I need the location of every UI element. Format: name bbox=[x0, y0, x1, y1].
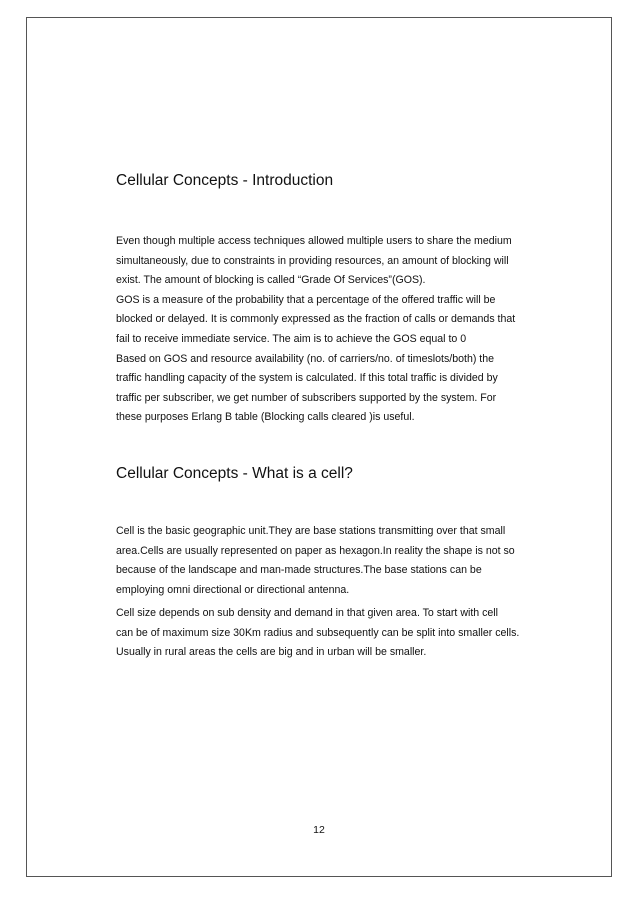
text-line: blocked or delayed. It is commonly expressed as the fraction of calls or demands that bbox=[116, 313, 516, 326]
text-line: area.Cells are usually represented on paper as hexagon.In reality the shape is not so bbox=[116, 544, 515, 557]
text-line: because of the landscape and man-made structures.The base stations can be bbox=[116, 564, 482, 577]
text-line: exist. The amount of blocking is called “Grade Of Services”(GOS). bbox=[116, 274, 426, 287]
text-line: GOS is a measure of the probability that a percentage of the offered traffic will be bbox=[116, 293, 496, 306]
paragraph-introduction bbox=[116, 232, 576, 428]
paragraph-cell-definition bbox=[116, 522, 576, 600]
text-line: simultaneously, due to constraints in providing resources, an amount of blocking will bbox=[116, 254, 509, 267]
text-line: traffic per subscriber, we get number of subscribers supported by the system. For bbox=[116, 391, 497, 404]
page-number: 12 bbox=[313, 824, 325, 836]
text-line: these purposes Erlang B table (Blocking calls cleared )is useful. bbox=[116, 411, 415, 424]
text-line: employing omni directional or directional antenna. bbox=[116, 583, 350, 596]
text-line: Based on GOS and resource availability (no. of carriers/no. of timeslots/both) the bbox=[116, 352, 495, 365]
page-border bbox=[26, 17, 612, 877]
section-heading-introduction: Cellular Concepts - Introduction bbox=[116, 172, 334, 189]
text-line: Cell is the basic geographic unit.They are base stations transmitting over that small bbox=[116, 525, 506, 537]
section-heading-what-is-a-cell: Cellular Concepts - What is a cell? bbox=[116, 465, 353, 482]
text-line: traffic handling capacity of the system is calculated. If this total traffic is divided by bbox=[116, 372, 498, 385]
text-line: fail to receive immediate service. The aim is to achieve the GOS equal to 0 bbox=[116, 332, 467, 345]
text-line: Cell size depends on sub density and demand in that given area. To start with cell bbox=[116, 607, 498, 619]
text-line: Usually in rural areas the cells are big and in urban will be smaller. bbox=[116, 646, 427, 659]
text-line: Even though multiple access techniques allowed multiple users to share the medium bbox=[116, 235, 512, 247]
text-line: can be of maximum size 30Km radius and subsequently can be split into smaller cells. bbox=[116, 626, 520, 639]
paragraph-cell-size bbox=[116, 604, 576, 663]
